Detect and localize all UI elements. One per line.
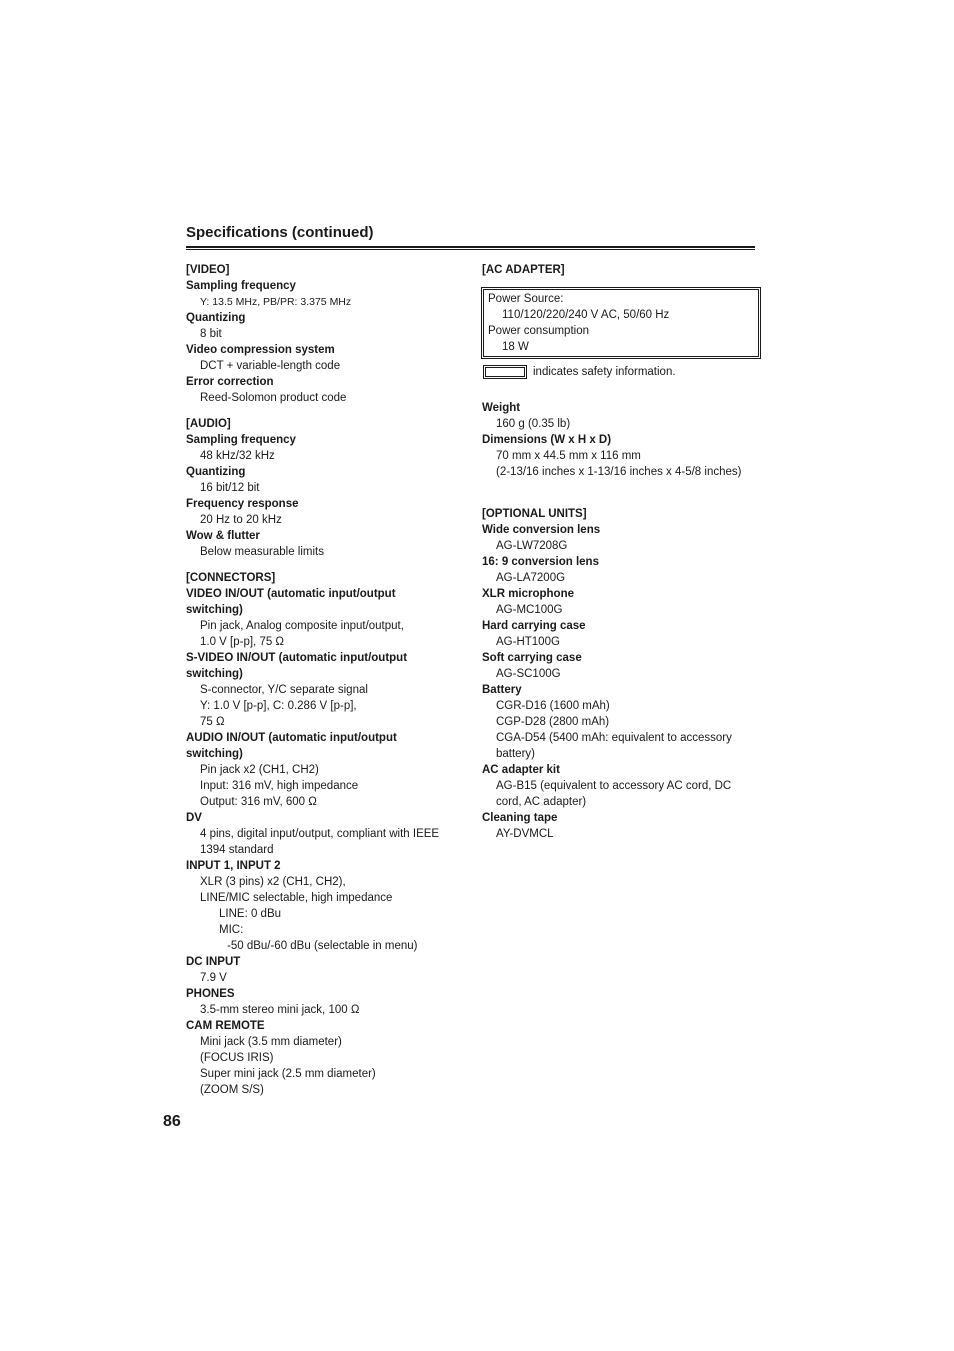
connectors-heading: [CONNECTORS] <box>186 572 276 584</box>
battery-value-3: CGA-D54 (5400 mAh: equivalent to accessory <box>496 732 732 744</box>
ac-kit-label: AC adapter kit <box>482 764 560 776</box>
audio-sampling-label: Sampling frequency <box>186 434 296 446</box>
power-source-label: Power Source: <box>488 293 564 305</box>
safety-note-text: indicates safety information. <box>533 366 676 378</box>
audio-io-label-cont: switching) <box>186 748 243 760</box>
battery-value-1: CGR-D16 (1600 mAh) <box>496 700 610 712</box>
audio-wow-label: Wow & flutter <box>186 530 260 542</box>
video-quantizing-value: 8 bit <box>200 328 222 340</box>
audio-wow-value: Below measurable limits <box>200 546 324 558</box>
cam-remote-value-3: Super mini jack (2.5 mm diameter) <box>200 1068 376 1080</box>
svideo-io-value-2: Y: 1.0 V [p-p], C: 0.286 V [p-p], <box>200 700 357 712</box>
hard-case-value: AG-HT100G <box>496 636 560 648</box>
hard-case-label: Hard carrying case <box>482 620 586 632</box>
audio-io-value-3: Output: 316 mV, 600 Ω <box>200 796 317 808</box>
video-io-label: VIDEO IN/OUT (automatic input/output <box>186 588 396 600</box>
wide-lens-label: Wide conversion lens <box>482 524 601 536</box>
power-consumption-value: 18 W <box>502 341 529 353</box>
video-compression-value: DCT + variable-length code <box>200 360 341 372</box>
cleaning-tape-value: AY-DVMCL <box>496 828 554 840</box>
safety-note <box>482 364 757 380</box>
audio-quantizing-label: Quantizing <box>186 466 246 478</box>
input-mic-value: -50 dBu/-60 dBu (selectable in menu) <box>227 940 418 952</box>
ac-adapter-heading: [AC ADAPTER] <box>482 264 565 276</box>
video-sampling-label: Sampling frequency <box>186 280 296 292</box>
tele-lens-label: 16: 9 conversion lens <box>482 556 599 568</box>
battery-value-4: battery) <box>496 748 535 760</box>
wide-lens-value: AG-LW7208G <box>496 540 568 552</box>
input-mic-label: MIC: <box>219 924 244 936</box>
video-error-label: Error correction <box>186 376 274 388</box>
svideo-io-label: S-VIDEO IN/OUT (automatic input/output <box>186 652 408 664</box>
svideo-io-value: S-connector, Y/C separate signal <box>200 684 368 696</box>
video-sampling-value: Y: 13.5 MHz, PB/PR: 3.375 MHz <box>200 296 352 308</box>
cleaning-tape-label: Cleaning tape <box>482 812 558 824</box>
page-number: 86 <box>163 1113 181 1130</box>
dimensions-value: 70 mm x 44.5 mm x 116 mm <box>496 450 641 462</box>
input-value-2: LINE/MIC selectable, high impedance <box>200 892 393 904</box>
soft-case-label: Soft carrying case <box>482 652 582 664</box>
cam-remote-value-4: (ZOOM S/S) <box>200 1084 264 1096</box>
svideo-io-value-3: 75 Ω <box>200 716 225 728</box>
dv-value: 4 pins, digital input/output, compliant with IEEE <box>200 828 440 840</box>
tele-lens-value: AG-LA7200G <box>496 572 566 584</box>
audio-sampling-value: 48 kHz/32 kHz <box>200 450 275 462</box>
dimensions-label: Dimensions (W x H x D) <box>482 434 612 446</box>
phones-label: PHONES <box>186 988 235 1000</box>
audio-io-label: AUDIO IN/OUT (automatic input/output <box>186 732 397 744</box>
power-consumption-label: Power consumption <box>488 325 589 337</box>
video-quantizing-label: Quantizing <box>186 312 246 324</box>
input-value: XLR (3 pins) x2 (CH1, CH2), <box>200 876 346 888</box>
cam-remote-label: CAM REMOTE <box>186 1020 265 1032</box>
video-heading: [VIDEO] <box>186 264 230 276</box>
xlr-mic-label: XLR microphone <box>482 588 575 600</box>
audio-frequency-label: Frequency response <box>186 498 299 510</box>
video-io-value-cont: 1.0 V [p-p], 75 Ω <box>200 636 285 648</box>
weight-label: Weight <box>482 402 521 414</box>
dimensions-value-inches: (2-13/16 inches x 1-13/16 inches x 4-5/8 inches) <box>496 466 742 478</box>
audio-io-value-2: Input: 316 mV, high impedance <box>200 780 359 792</box>
dc-input-label: DC INPUT <box>186 956 241 968</box>
video-error-value: Reed-Solomon product code <box>200 392 347 404</box>
title-rule-thin <box>186 249 755 250</box>
cam-remote-value: Mini jack (3.5 mm diameter) <box>200 1036 342 1048</box>
power-source-value: 110/120/220/240 V AC, 50/60 Hz <box>502 309 670 321</box>
input-line-value: LINE: 0 dBu <box>219 908 282 920</box>
title-rule-thick <box>186 246 755 248</box>
left-column <box>186 262 461 1098</box>
battery-label: Battery <box>482 684 522 696</box>
page-title: Specifications (continued) <box>186 224 374 241</box>
safety-box <box>483 289 759 357</box>
ac-kit-value: AG-B15 (equivalent to accessory AC cord, DC <box>496 780 732 792</box>
audio-heading: [AUDIO] <box>186 418 231 430</box>
input-label: INPUT 1, INPUT 2 <box>186 860 281 872</box>
audio-io-value: Pin jack x2 (CH1, CH2) <box>200 764 319 776</box>
safety-box-icon <box>485 367 525 377</box>
audio-quantizing-value: 16 bit/12 bit <box>200 482 260 494</box>
video-io-label-cont: switching) <box>186 604 243 616</box>
ac-kit-value-cont: cord, AC adapter) <box>496 796 587 808</box>
video-io-value: Pin jack, Analog composite input/output, <box>200 620 404 632</box>
weight-value: 160 g (0.35 lb) <box>496 418 571 430</box>
right-column <box>482 262 757 842</box>
xlr-mic-value: AG-MC100G <box>496 604 563 616</box>
audio-frequency-value: 20 Hz to 20 kHz <box>200 514 282 526</box>
video-compression-label: Video compression system <box>186 344 335 356</box>
svideo-io-label-cont: switching) <box>186 668 243 680</box>
dv-label: DV <box>186 812 202 824</box>
optional-units-heading: [OPTIONAL UNITS] <box>482 508 587 520</box>
soft-case-value: AG-SC100G <box>496 668 561 680</box>
phones-value: 3.5-mm stereo mini jack, 100 Ω <box>200 1004 360 1016</box>
battery-value-2: CGP-D28 (2800 mAh) <box>496 716 610 728</box>
cam-remote-value-2: (FOCUS IRIS) <box>200 1052 274 1064</box>
dv-value-cont: 1394 standard <box>200 844 274 856</box>
dc-input-value: 7.9 V <box>200 972 227 984</box>
